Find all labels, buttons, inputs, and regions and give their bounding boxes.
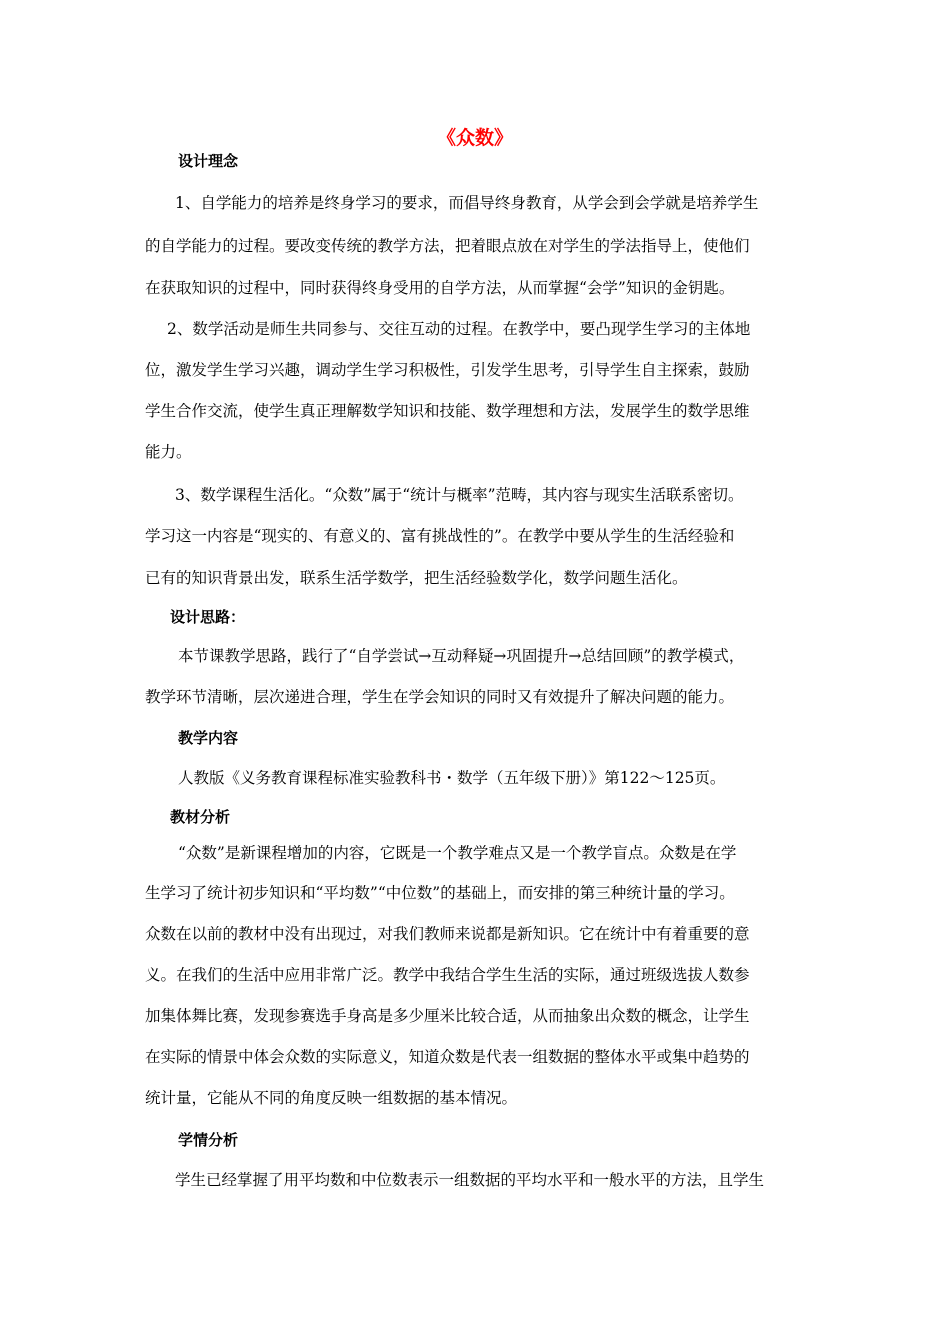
paragraph-line: 在实际的情景中体会众数的实际意义，知道众数是代表一组数据的整体水平或集中趋势的 (145, 1048, 750, 1066)
paragraph-line: 能力。 (145, 443, 192, 461)
paragraph-line: 已有的知识背景出发，联系生活学数学，把生活经验数学化，数学问题生活化。 (145, 569, 688, 587)
heading-teaching-content: 教学内容 (178, 729, 239, 747)
paragraph-line: “众数”是新课程增加的内容，它既是一个教学难点又是一个教学盲点。众数是在学 (178, 844, 737, 862)
heading-student-analysis: 学情分析 (178, 1131, 239, 1149)
paragraph-line: 2、数学活动是师生共同参与、交往互动的过程。在教学中，要凸现学生学习的主体地 (167, 320, 751, 338)
paragraph-line: 学生已经掌握了用平均数和中位数表示一组数据的平均水平和一般水平的方法，且学生 (175, 1171, 765, 1189)
paragraph-line: 统计量，它能从不同的角度反映一组数据的基本情况。 (145, 1089, 518, 1107)
paragraph-line: 教学环节清晰，层次递进合理，学生在学会知识的同时又有效提升了解决问题的能力。 (145, 688, 735, 706)
paragraph-line: 义。在我们的生活中应用非常广泛。教学中我结合学生生活的实际，通过班级选拔人数参 (145, 966, 750, 984)
paragraph-line: 生学习了统计初步知识和“平均数”“中位数”的基础上，而安排的第三种统计量的学习。 (145, 884, 735, 902)
paragraph-line: 本节课教学思路，践行了“自学尝试→互动释疑→巩固提升→总结回顾”的教学模式， (178, 647, 745, 665)
paragraph-line: 加集体舞比赛，发现参赛选手身高是多少厘米比较合适，从而抽象出众数的概念，让学生 (145, 1007, 750, 1025)
heading-design-approach: 设计思路： (170, 608, 246, 626)
paragraph-line: 人教版《义务教育课程标准实验教科书・数学（五年级下册）》第122～125页。 (178, 769, 726, 787)
paragraph-line: 3、数学课程生活化。“众数”属于“统计与概率”范畴，其内容与现实生活联系密切。 (175, 486, 744, 504)
paragraph-line: 学生合作交流，使学生真正理解数学知识和技能、数学理想和方法，发展学生的数学思维 (145, 402, 750, 420)
document-title: 《众数》 (436, 127, 513, 149)
heading-textbook-analysis: 教材分析 (170, 808, 231, 826)
paragraph-line: 1、自学能力的培养是终身学习的要求，而倡导终身教育，从学会到会学就是培养学生 (175, 194, 759, 212)
paragraph-line: 学习这一内容是“现实的、有意义的、富有挑战性的”。在教学中要从学生的生活经验和 (145, 527, 735, 545)
heading-design-concept: 设计理念 (178, 152, 239, 170)
paragraph-line: 的自学能力的过程。要改变传统的教学方法，把着眼点放在对学生的学法指导上，使他们 (145, 237, 750, 255)
paragraph-line: 位，激发学生学习兴趣，调动学生学习积极性，引发学生思考，引导学生自主探索，鼓励 (145, 361, 750, 379)
paragraph-line: 在获取知识的过程中，同时获得终身受用的自学方法，从而掌握“会学”知识的金钥匙。 (145, 279, 735, 297)
paragraph-line: 众数在以前的教材中没有出现过，对我们教师来说都是新知识。它在统计中有着重要的意 (145, 925, 750, 943)
